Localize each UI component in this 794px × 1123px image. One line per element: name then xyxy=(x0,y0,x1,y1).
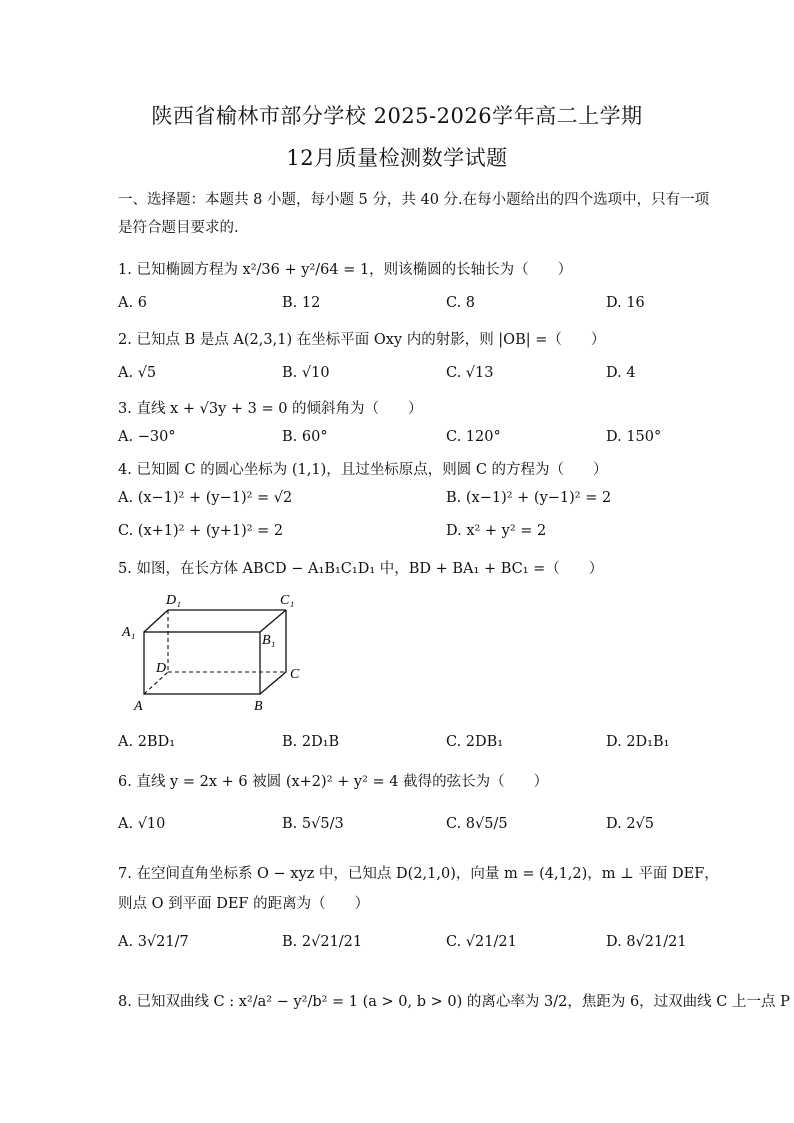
question-2-option-d: D. 4 xyxy=(606,365,636,381)
question-2-option-b: B. √10 xyxy=(282,365,330,381)
question-3-option-a: A. −30° xyxy=(118,429,176,445)
question-1-option-c: C. 8 xyxy=(446,295,476,311)
question-6-option-c: C. 8√5/5 xyxy=(446,816,508,832)
question-7-stem-continued: 则点 O 到平面 DEF 的距离为（ ） xyxy=(118,896,370,912)
question-3-option-c: C. 120° xyxy=(446,429,501,445)
question-2-option-c: C. √13 xyxy=(446,365,494,381)
exam-title-line1: 陕西省榆林市部分学校 2025-2026学年高二上学期 xyxy=(151,104,643,128)
question-5-option-c: C. 2DB₁ xyxy=(446,734,504,750)
section-instruction-line1: 一、选择题：本题共 8 小题，每小题 5 分，共 40 分.在每小题给出的四个选项中，只有一项 xyxy=(118,192,710,208)
question-4-option-a: A. (x−1)² + (y−1)² = √2 xyxy=(118,490,293,506)
question-7-stem: 7. 在空间直角坐标系 O − xyz 中，已知点 D(2,1,0)，向量 m = (4,1,2)，m ⊥ 平面 DEF， xyxy=(118,866,719,882)
question-5-stem: 5. 如图，在长方体 ABCD − A₁B₁C₁D₁ 中，BD + BA₁ + BC₁ =（ ） xyxy=(118,561,604,577)
question-4-option-c: C. (x+1)² + (y+1)² = 2 xyxy=(118,523,284,539)
question-5-option-d: D. 2D₁B₁ xyxy=(606,734,670,750)
label-d: D xyxy=(156,661,167,676)
question-5-option-b: B. 2D₁B xyxy=(282,734,340,750)
cuboid-figure xyxy=(118,588,318,718)
label-a1: A₁ xyxy=(122,625,136,640)
question-1-option-b: B. 12 xyxy=(282,295,321,311)
question-6-option-b: B. 5√5/3 xyxy=(282,816,344,832)
question-8-stem: 8. 已知双曲线 C : x²/a² − y²/b² = 1 (a > 0, b > 0) 的离心率为 3/2，焦距为 6，过双曲线 C 上一点 P xyxy=(118,994,790,1010)
question-4-option-d: D. x² + y² = 2 xyxy=(446,523,547,539)
question-6-option-d: D. 2√5 xyxy=(606,816,655,832)
question-2-option-a: A. √5 xyxy=(118,365,157,381)
question-4-option-b: B. (x−1)² + (y−1)² = 2 xyxy=(446,490,612,506)
question-6-stem: 6. 直线 y = 2x + 6 被圆 (x+2)² + y² = 4 截得的弦长为（ ） xyxy=(118,774,549,790)
label-c1: C₁ xyxy=(280,593,295,608)
exam-title-line2: 12月质量检测数学试题 xyxy=(286,146,508,170)
question-7-option-d: D. 8√21/21 xyxy=(606,934,687,950)
section-instruction-line2: 是符合题目要求的. xyxy=(118,220,239,236)
question-1-stem: 1. 已知椭圆方程为 x²/36 + y²/64 = 1，则该椭圆的长轴长为（ ） xyxy=(118,262,573,278)
label-b1: B₁ xyxy=(262,633,276,648)
question-3-option-b: B. 60° xyxy=(282,429,328,445)
question-7-option-c: C. √21/21 xyxy=(446,934,517,950)
question-3-option-d: D. 150° xyxy=(606,429,662,445)
question-2-stem: 2. 已知点 B 是点 A(2,3,1) 在坐标平面 Oxy 内的射影，则 |OB| =（ ） xyxy=(118,332,606,348)
question-3-stem: 3. 直线 x + √3y + 3 = 0 的倾斜角为（ ） xyxy=(118,401,423,417)
question-4-stem: 4. 已知圆 C 的圆心坐标为 (1,1)，且过坐标原点，则圆 C 的方程为（ ） xyxy=(118,462,608,478)
label-b: B xyxy=(254,699,263,714)
question-6-option-a: A. √10 xyxy=(118,816,166,832)
question-5-option-a: A. 2BD₁ xyxy=(118,734,176,750)
question-1-option-a: A. 6 xyxy=(118,295,147,311)
label-a: A xyxy=(134,699,143,714)
label-d1: D₁ xyxy=(166,593,181,608)
question-7-option-b: B. 2√21/21 xyxy=(282,934,363,950)
question-7-option-a: A. 3√21/7 xyxy=(118,934,189,950)
question-1-option-d: D. 16 xyxy=(606,295,645,311)
label-c: C xyxy=(290,667,300,682)
